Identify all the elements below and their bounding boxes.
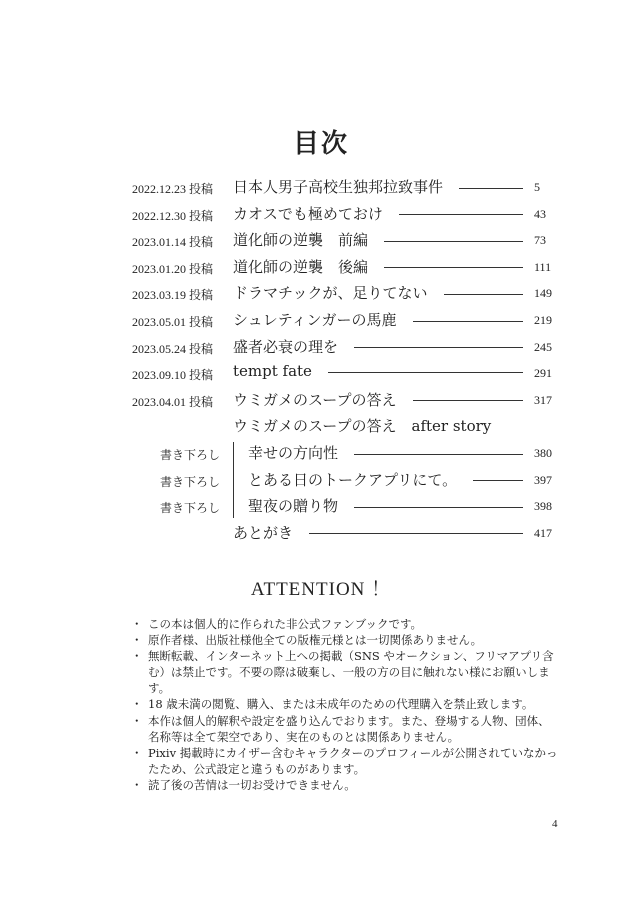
toc-entry-page: 73 <box>534 233 546 248</box>
toc-leader-line <box>354 347 523 348</box>
toc-entry-date: 2023.05.24 投稿 <box>132 341 214 356</box>
toc-entry <box>0 387 642 413</box>
toc-entry-date: 2023.05.01 投稿 <box>132 315 214 329</box>
toc-entry-page: 417 <box>534 525 552 540</box>
toc-entry-title-wrap <box>233 415 523 436</box>
toc-leader-line <box>309 533 523 534</box>
toc-entry-title-wrap <box>233 522 523 543</box>
toc-entry-title: ドラマチックが、足りてない <box>233 284 428 303</box>
toc-entry-title: tempt fate <box>233 362 312 381</box>
toc-entry-date: 2022.12.23 投稿 <box>132 182 214 196</box>
toc-entry <box>0 413 642 439</box>
toc-entry-title: 日本人男子高校生独邦拉致事件 <box>233 178 444 196</box>
toc-entry-page: 5 <box>534 180 540 194</box>
toc-leader-line <box>399 214 523 215</box>
toc-entry-title: 道化師の逆襲 前編 <box>233 231 369 250</box>
toc-entry-page: 245 <box>534 339 552 354</box>
toc-entry-title-wrap <box>233 203 523 224</box>
toc-entry-title: 幸せの方向性 <box>248 444 339 462</box>
notes-list <box>131 616 561 793</box>
toc-entry-date: 2023.04.01 投稿 <box>132 394 214 409</box>
toc-entry-title-wrap <box>233 256 523 277</box>
note-item: ・ 原作者様、出版社様他全ての版権元様とは一切関係ありません。 <box>131 632 561 648</box>
toc-entry-date: 2023.09.10 投稿 <box>132 368 214 383</box>
toc-entry-page: 149 <box>534 286 552 301</box>
toc-entry-title: 盛者必衰の理を <box>233 337 339 356</box>
toc-entry-title-wrap <box>233 362 523 380</box>
toc-entry-page: 317 <box>534 392 552 407</box>
toc-entry-date: 2023.01.20 投稿 <box>132 261 214 276</box>
toc-entry <box>0 467 642 493</box>
toc-entry-title: ウミガメのスープの答え after story <box>233 417 492 436</box>
toc-entry-title: シュレティンガーの馬鹿 <box>233 311 397 329</box>
toc-entry <box>0 440 642 466</box>
toc-entry <box>0 201 642 227</box>
toc-entry-title: とある日のトークアプリにて。 <box>248 470 458 489</box>
note-item: ・ 本作は個人的解釈や設定を盛り込んでおります。また、登場する人物、団体、名称等は全て架空であり、実在のものとは関係ありません。 <box>131 713 561 745</box>
toc-leader-line <box>328 372 523 373</box>
toc-entry-note: 書き下ろし <box>160 448 221 462</box>
toc-leader-line <box>444 294 523 295</box>
toc-entry-page: 291 <box>534 366 552 381</box>
toc-leader-line <box>473 480 523 481</box>
note-item: ・ 18 歳未満の閲覧、購入、または未成年のための代理購入を禁止致します。 <box>131 696 561 712</box>
toc-entry-title-wrap <box>233 389 523 410</box>
note-item: ・ 読了後の苦情は一切お受けできません。 <box>131 777 561 793</box>
toc-entry-title: カオスでも極めておけ <box>233 204 383 223</box>
note-item: ・ 無断転載、インターネット上への掲載（SNS やオークション、フリマアプリ含む）は禁止です。不要の際は破棄し、一般の方の目に触れない様にお願いします。 <box>131 648 561 696</box>
page-number: 4 <box>552 818 558 830</box>
page-title: 目次 <box>292 129 349 159</box>
toc-entry-title-wrap <box>233 309 523 330</box>
toc-entry-date: 2023.01.14 投稿 <box>132 235 214 250</box>
toc-entry-page: 398 <box>534 499 552 514</box>
toc-entry-note: 書き下ろし <box>160 501 221 516</box>
toc-entry-title-wrap <box>233 282 523 303</box>
toc-entry-page: 219 <box>534 313 552 327</box>
toc-entry-page: 43 <box>534 206 546 221</box>
toc-entry-title-wrap <box>248 495 523 516</box>
toc-entry-title: ウミガメのスープの答え <box>233 390 397 409</box>
toc-entry-title-wrap <box>248 442 523 463</box>
toc-entry-title-wrap <box>233 336 523 357</box>
toc-entry-title-wrap <box>248 469 523 490</box>
toc-entry-title-wrap <box>233 176 523 197</box>
toc-entry-title-wrap <box>233 229 523 250</box>
toc-entry-title: 聖夜の贈り物 <box>248 497 339 516</box>
toc-entry <box>0 520 642 546</box>
note-item: ・ この本は個人的に作られた非公式ファンブックです。 <box>131 616 561 632</box>
toc-entry-date: 2023.03.19 投稿 <box>132 288 214 303</box>
toc-entry <box>0 493 642 519</box>
toc-entry <box>0 280 642 306</box>
attention-heading: ATTENTION ！ <box>250 579 392 600</box>
toc-entry <box>0 307 642 333</box>
toc-entry-title: 道化師の逆襲 後編 <box>233 257 369 276</box>
toc-entry-note: 書き下ろし <box>160 474 221 489</box>
toc-leader-line <box>459 188 523 189</box>
toc-entry-date: 2022.12.30 投稿 <box>132 208 214 223</box>
toc-entry <box>0 227 642 253</box>
toc-entry-page: 111 <box>534 259 552 274</box>
toc-group-bracket <box>233 442 234 518</box>
toc-leader-line <box>354 507 523 508</box>
toc-entry-title: あとがき <box>233 523 294 542</box>
toc-entry <box>0 334 642 360</box>
toc-leader-line <box>384 241 523 242</box>
toc-entry-page: 380 <box>534 446 552 460</box>
toc-leader-line <box>413 400 523 401</box>
toc-leader-line <box>413 321 523 322</box>
toc-leader-line <box>384 267 523 268</box>
toc-entry <box>0 360 642 386</box>
note-item: ・ Pixiv 掲載時にカイザー含むキャラクターのプロフィールが公開されていなかったため、公式設定と違うものがあります。 <box>131 745 561 777</box>
toc-entry-page: 397 <box>534 472 552 487</box>
toc-entry <box>0 254 642 280</box>
toc-entry <box>0 174 642 200</box>
toc-leader-line <box>354 454 523 455</box>
